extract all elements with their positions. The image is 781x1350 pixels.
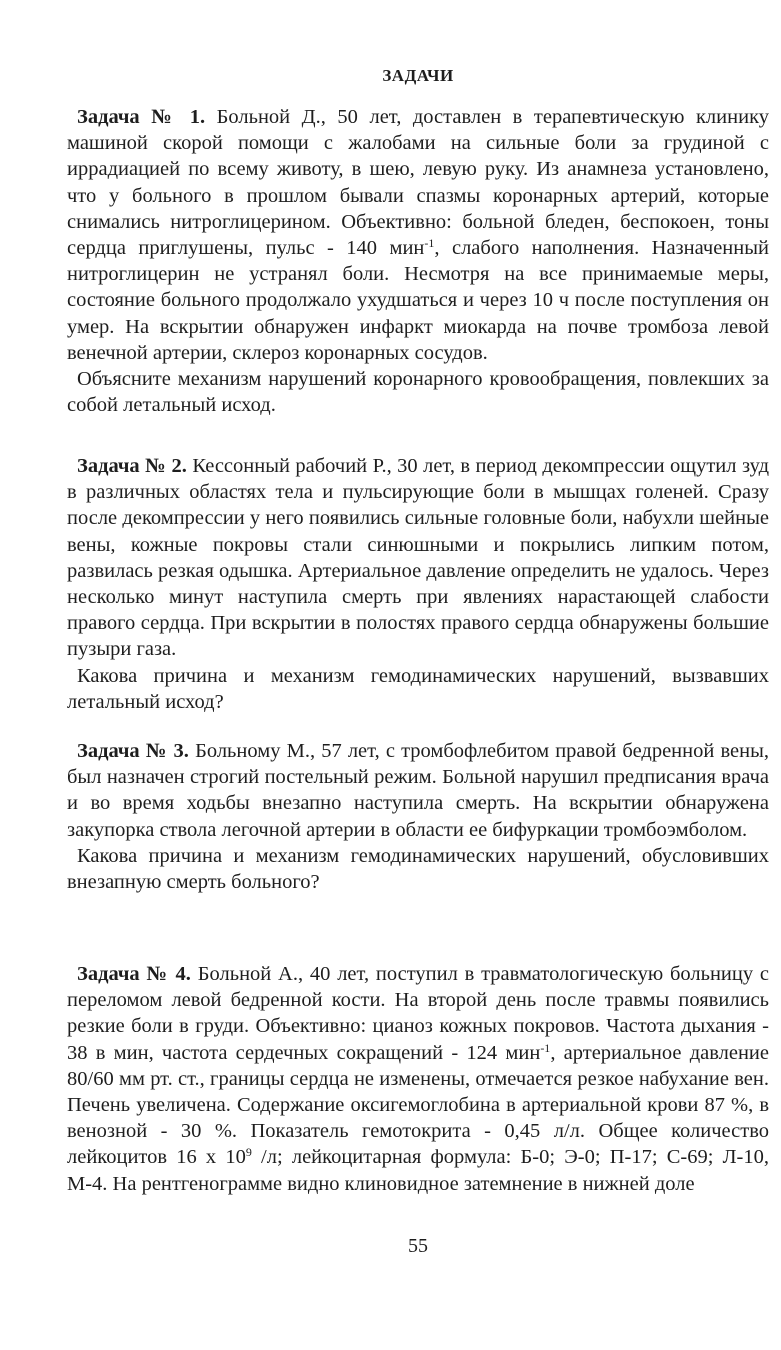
problem-1-statement (67, 104, 769, 366)
problem-3-text: Больному М., 57 лет, с тромбофлебитом правой бедренной вены, был назначен строгий постельный режим. Больной нарушил предписания врача и во время ходьбы внезапно наступила смерть. На вскрытии обнаружена закупорка ствола легочной артерии в области ее бифуркации тромбоэмболом. (67, 740, 769, 841)
problem-2-question: Какова причина и механизм гемодинамических нарушений, вызвавших летальный исход? (67, 664, 769, 713)
problem-4-text: Больной А., 40 лет, поступил в травматологическую больницу с переломом левой бедренной кости. На второй день после травмы появились резкие боли в груди. Объективно: цианоз кожных покровов. Частота дыхания - 38 в мин, частота сердечных сокращений - 124 мин (67, 963, 770, 1064)
page-number: 55 (408, 1235, 428, 1257)
problem-4 (67, 961, 769, 1197)
problem-1-superscript: -1 (424, 236, 435, 251)
problem-2-label: Задача № 2. (77, 455, 187, 477)
problem-4-label: Задача № 4. (77, 963, 191, 985)
problem-4-superscript: -1 (540, 1040, 551, 1055)
page-heading: ЗАДАЧИ (382, 66, 454, 85)
problem-3-statement (67, 738, 769, 843)
problem-1-question: Объясните механизм нарушений коронарного кровообращения, повлекших за собой летальный исход. (67, 368, 769, 417)
problem-2 (67, 453, 769, 715)
problem-4-superscript-exponent: 9 (245, 1145, 252, 1160)
problem-2-text: Кессонный рабочий Р., 30 лет, в период декомпрессии ощутил зуд в различных областях тела и пульсирующие боли в мышцах голеней. Сразу после декомпрессии у него появились сильные головные боли, набухли шейные вены, кожные покровы стали синюшными и покрылись липким потом, развилась резкая одышка. Артериальное давление определить не удалось. Через несколько минут наступила смерть при явлениях нарастающей слабости правого сердца. При вскрытии в полостях правого сердца обнаружены большие пузыри газа. (67, 455, 770, 661)
document-page (67, 0, 769, 1350)
problem-4-text-continued-2: /л; лейкоцитарная формула: Б-0; Э-0; П-17; С-69; Л-10, М-4. На рентгенограмме видно клиновидное затемнение в нижней доле (67, 1146, 770, 1195)
problem-3-label: Задача № 3. (77, 740, 189, 762)
problem-1-text: Больной Д., 50 лет, доставлен в терапевтическую клинику машиной скорой помощи с жалобами на сильные боли за грудиной с иррадиацией по всему животу, в шею, левую руку. Из анамнеза установлено, что у больного в прошлом бывали спазмы коронарных артерий, которые снимались нитроглицерином. Объективно: больной бледен, беспокоен, тоны сердца приглушены, пульс - 140 мин (67, 106, 769, 260)
problem-2-statement (67, 453, 769, 663)
problem-3 (67, 738, 769, 895)
problem-1-text-continued: , слабого наполнения. Назначенный нитроглицерин не устранял боли. Несмотря на все принимаемые меры, состояние больного продолжало ухудшаться и через 10 ч после поступления он умер. На вскрытии обнаружен инфаркт миокарда на почве тромбоза левой венечной артерии, склероз коронарных сосудов. (67, 237, 769, 364)
problem-1-label: Задача № 1. (77, 106, 206, 128)
problem-1 (67, 104, 769, 418)
problem-4-statement (67, 961, 769, 1197)
problem-3-question: Какова причина и механизм гемодинамических нарушений, обусловивших внезапную смерть больного? (67, 844, 769, 894)
problem-4-text-continued: , артериальное давление 80/60 мм рт. ст., границы сердца не изменены, отмечается резкое набухание вен. Печень увеличена. Содержание оксигемоглобина в артериальной крови 87 %, в венозной - 30 %. Показатель гемотокрита - 0,45 л/л. Общее количество лейкоцитов 16 х 10 (67, 1041, 770, 1169)
